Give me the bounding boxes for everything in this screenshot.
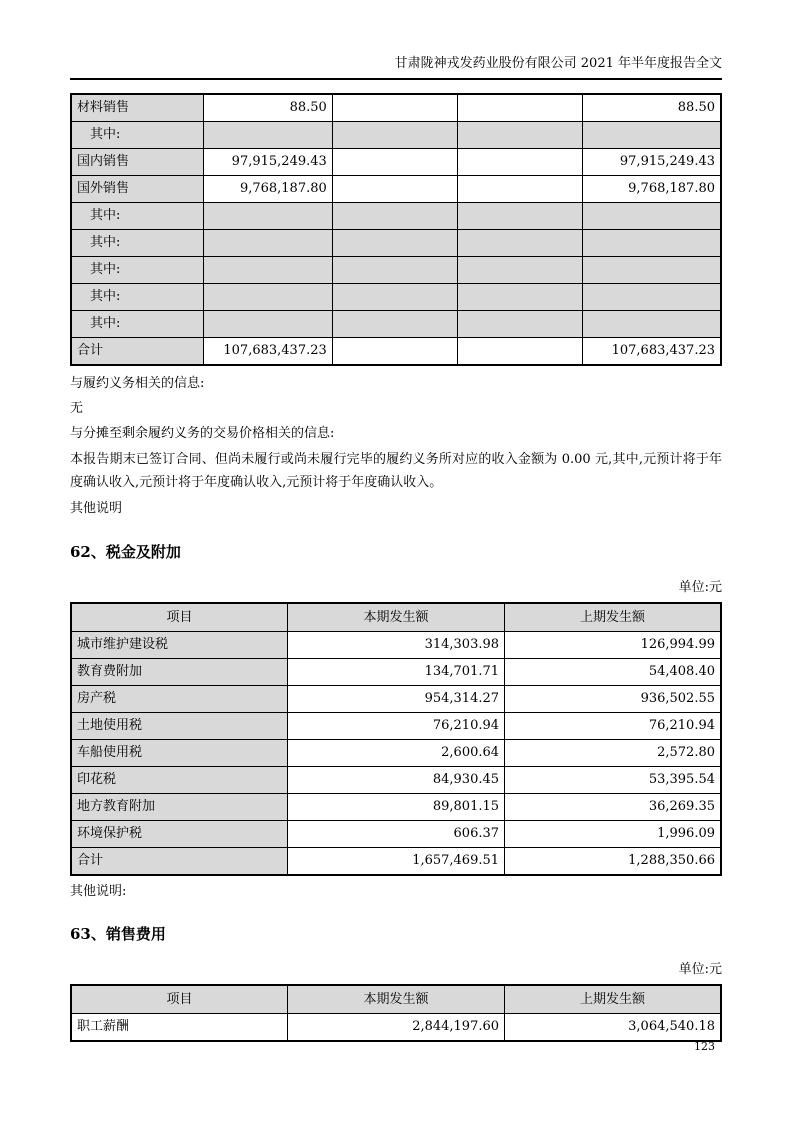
table-row bbox=[71, 257, 721, 284]
row-value-cell: 2,600.64 bbox=[287, 740, 504, 767]
table-row bbox=[71, 94, 721, 122]
row-label-cell: 教育费附加 bbox=[71, 659, 287, 686]
note-other-label: 其他说明 bbox=[70, 501, 123, 516]
row-label-cell: 其中: bbox=[71, 230, 204, 257]
row-value-cell bbox=[204, 284, 333, 311]
revenue-breakdown-table bbox=[70, 93, 722, 366]
table-row bbox=[71, 767, 721, 794]
tax-other-note: 其他说明: bbox=[70, 884, 127, 899]
row-value-cell: 1,657,469.51 bbox=[287, 848, 504, 876]
row-value-cell bbox=[332, 203, 457, 230]
table-row bbox=[71, 230, 721, 257]
row-label-cell: 其中: bbox=[71, 122, 204, 149]
row-value-cell: 126,994.99 bbox=[505, 632, 721, 659]
row-value-cell: 1,288,350.66 bbox=[505, 848, 721, 876]
column-header-prior-period: 上期发生额 bbox=[505, 603, 721, 632]
column-header-prior-period: 上期发生额 bbox=[505, 985, 721, 1014]
table-row bbox=[71, 176, 721, 203]
row-label-cell: 其中: bbox=[71, 284, 204, 311]
tax-table-body bbox=[71, 632, 721, 876]
row-label-cell: 其中: bbox=[71, 311, 204, 338]
row-value-cell bbox=[332, 176, 457, 203]
row-value-cell bbox=[458, 338, 583, 366]
row-value-cell: 76,210.94 bbox=[505, 713, 721, 740]
row-value-cell bbox=[458, 122, 583, 149]
table-row bbox=[71, 149, 721, 176]
performance-obligation-notes bbox=[70, 371, 722, 521]
row-value-cell: 606.37 bbox=[287, 821, 504, 848]
row-value-cell bbox=[332, 338, 457, 366]
row-value-cell bbox=[332, 94, 457, 122]
note-performance-info-value: 无 bbox=[70, 401, 84, 416]
unit-label-section62: 单位:元 bbox=[678, 580, 722, 595]
selling-expense-table bbox=[70, 984, 722, 1042]
row-label-cell: 地方教育附加 bbox=[71, 794, 287, 821]
row-label-cell: 职工薪酬 bbox=[71, 1014, 287, 1042]
table-row bbox=[71, 632, 721, 659]
row-value-cell: 97,915,249.43 bbox=[583, 149, 721, 176]
page-header-title: 甘肃陇神戎发药业股份有限公司 2021 年半年度报告全文 bbox=[394, 56, 722, 71]
column-header-current-period: 本期发生额 bbox=[287, 985, 504, 1014]
row-value-cell bbox=[458, 284, 583, 311]
note-performance-info-label: 与履约义务相关的信息: bbox=[70, 376, 205, 391]
row-value-cell bbox=[458, 94, 583, 122]
selling-expense-table-body bbox=[71, 1014, 721, 1042]
row-value-cell: 314,303.98 bbox=[287, 632, 504, 659]
row-value-cell bbox=[458, 311, 583, 338]
page-content bbox=[70, 93, 722, 1042]
row-value-cell: 89,801.15 bbox=[287, 794, 504, 821]
note-remaining-price-label: 与分摊至剩余履约义务的交易价格相关的信息: bbox=[70, 426, 335, 441]
row-label-cell: 环境保护税 bbox=[71, 821, 287, 848]
column-header-current-period: 本期发生额 bbox=[287, 603, 504, 632]
row-value-cell bbox=[204, 203, 333, 230]
table-row bbox=[71, 122, 721, 149]
row-value-cell bbox=[458, 257, 583, 284]
row-value-cell: 107,683,437.23 bbox=[583, 338, 721, 366]
table-row bbox=[71, 338, 721, 366]
row-value-cell bbox=[583, 230, 721, 257]
row-value-cell bbox=[332, 149, 457, 176]
row-value-cell bbox=[458, 149, 583, 176]
row-value-cell: 54,408.40 bbox=[505, 659, 721, 686]
row-value-cell bbox=[332, 284, 457, 311]
table-row bbox=[71, 794, 721, 821]
row-value-cell: 97,915,249.43 bbox=[204, 149, 333, 176]
row-value-cell: 1,996.09 bbox=[505, 821, 721, 848]
table-header-row bbox=[71, 603, 721, 632]
row-value-cell bbox=[458, 230, 583, 257]
table-row bbox=[71, 713, 721, 740]
row-value-cell: 76,210.94 bbox=[287, 713, 504, 740]
row-value-cell bbox=[332, 311, 457, 338]
row-value-cell: 9,768,187.80 bbox=[583, 176, 721, 203]
row-value-cell bbox=[583, 257, 721, 284]
row-value-cell: 107,683,437.23 bbox=[204, 338, 333, 366]
row-value-cell bbox=[204, 230, 333, 257]
row-value-cell bbox=[204, 257, 333, 284]
row-value-cell: 134,701.71 bbox=[287, 659, 504, 686]
row-label-cell: 国内销售 bbox=[71, 149, 204, 176]
row-value-cell bbox=[458, 203, 583, 230]
table-row bbox=[71, 1014, 721, 1042]
row-label-cell: 印花税 bbox=[71, 767, 287, 794]
table-row bbox=[71, 311, 721, 338]
row-value-cell: 954,314.27 bbox=[287, 686, 504, 713]
row-value-cell bbox=[332, 230, 457, 257]
row-value-cell: 3,064,540.18 bbox=[505, 1014, 721, 1042]
table-row bbox=[71, 821, 721, 848]
row-label-cell: 合计 bbox=[71, 338, 204, 366]
row-value-cell bbox=[204, 122, 333, 149]
row-label-cell: 材料销售 bbox=[71, 94, 204, 122]
row-value-cell: 2,572.80 bbox=[505, 740, 721, 767]
row-label-cell: 国外销售 bbox=[71, 176, 204, 203]
unit-label-section63: 单位:元 bbox=[678, 962, 722, 977]
note-remaining-price-text: 本报告期末已签订合同、但尚未履行或尚未履行完毕的履约义务所对应的收入金额为 0.00 元,其中,元预计将于年度确认收入,元预计将于年度确认收入,元预计将于年度确认收入。 bbox=[70, 452, 722, 490]
row-value-cell: 88.50 bbox=[204, 94, 333, 122]
row-value-cell bbox=[332, 257, 457, 284]
row-value-cell: 2,844,197.60 bbox=[287, 1014, 504, 1042]
tax-and-surcharge-table bbox=[70, 602, 722, 876]
row-value-cell: 53,395.54 bbox=[505, 767, 721, 794]
row-label-cell: 城市维护建设税 bbox=[71, 632, 287, 659]
table-row bbox=[71, 740, 721, 767]
row-value-cell bbox=[583, 311, 721, 338]
section-62-title: 62、税金及附加 bbox=[70, 543, 181, 561]
row-value-cell: 936,502.55 bbox=[505, 686, 721, 713]
row-label-cell: 合计 bbox=[71, 848, 287, 876]
table-row bbox=[71, 659, 721, 686]
page-header bbox=[70, 0, 722, 80]
row-label-cell: 土地使用税 bbox=[71, 713, 287, 740]
row-label-cell: 房产税 bbox=[71, 686, 287, 713]
page-number: 123 bbox=[694, 1040, 715, 1053]
table-row bbox=[71, 284, 721, 311]
row-label-cell: 其中: bbox=[71, 257, 204, 284]
section-63-title: 63、销售费用 bbox=[70, 925, 166, 943]
row-value-cell: 88.50 bbox=[583, 94, 721, 122]
row-value-cell: 84,930.45 bbox=[287, 767, 504, 794]
row-value-cell: 36,269.35 bbox=[505, 794, 721, 821]
row-label-cell: 车船使用税 bbox=[71, 740, 287, 767]
row-value-cell bbox=[583, 284, 721, 311]
table-row bbox=[71, 203, 721, 230]
table-row bbox=[71, 686, 721, 713]
row-value-cell bbox=[204, 311, 333, 338]
row-value-cell: 9,768,187.80 bbox=[204, 176, 333, 203]
table-header-row bbox=[71, 985, 721, 1014]
row-value-cell bbox=[458, 176, 583, 203]
revenue-table-body bbox=[71, 94, 721, 365]
row-value-cell bbox=[583, 203, 721, 230]
table-row bbox=[71, 848, 721, 876]
row-value-cell bbox=[583, 122, 721, 149]
row-value-cell bbox=[332, 122, 457, 149]
column-header-item: 项目 bbox=[71, 985, 287, 1014]
row-label-cell: 其中: bbox=[71, 203, 204, 230]
column-header-item: 项目 bbox=[71, 603, 287, 632]
